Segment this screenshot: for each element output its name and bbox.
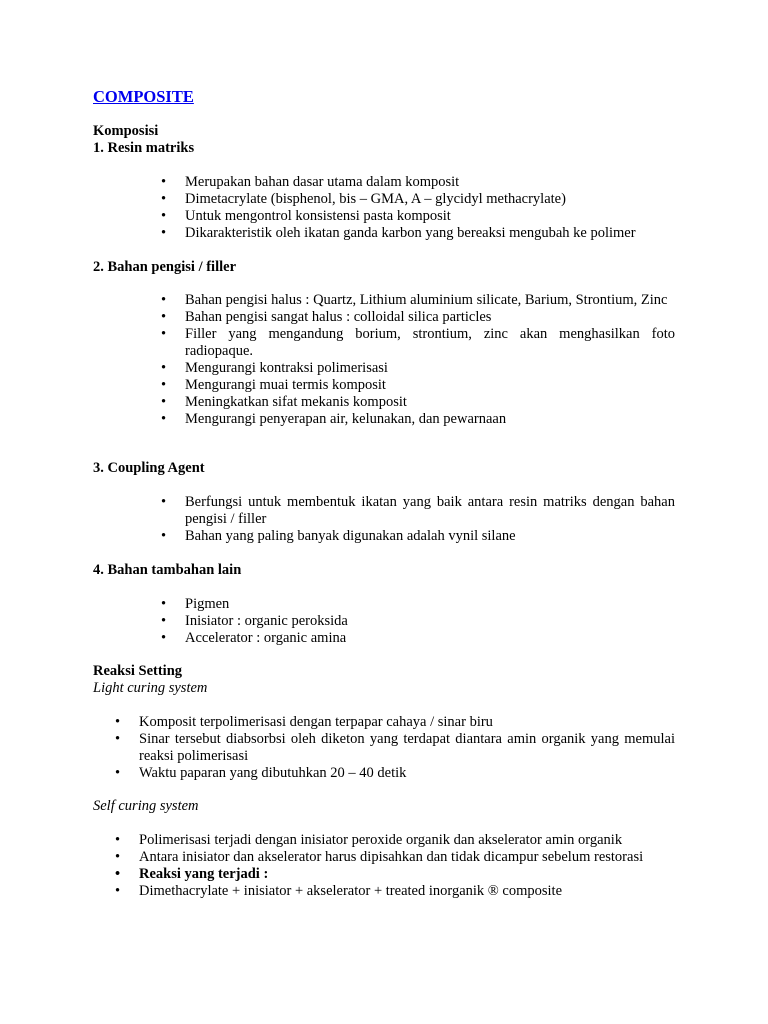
light-curing-subheading: Light curing system [93, 680, 208, 696]
list-item: • Antara inisiator dan akselerator harus dipisahkan dan tidak dicampur sebelum restorasi [139, 849, 675, 866]
bahan-tambahan-heading: 4. Bahan tambahan lain [93, 562, 242, 578]
list-item: • Merupakan bahan dasar utama dalam komposit [185, 174, 675, 191]
list-item: • Accelerator : organic amina [185, 630, 675, 647]
list-item: • Dimetacrylate (bisphenol, bis – GMA, A – glycidyl methacrylate) [185, 191, 675, 208]
self-curing-list [139, 832, 675, 900]
filler-heading: 2. Bahan pengisi / filler [93, 259, 237, 275]
list-item: • Filler yang mengandung borium, strontium, zinc akan menghasilkan foto radiopaque. [185, 326, 675, 360]
list-item: • Mengurangi penyerapan air, kelunakan, dan pewarnaan [185, 411, 675, 428]
bahan-tambahan-list [185, 596, 675, 647]
list-item: • Sinar tersebut diabsorbsi oleh diketon yang terdapat diantara amin organik yang memulai reaksi polimerisasi [139, 731, 675, 765]
coupling-agent-heading: 3. Coupling Agent [93, 460, 205, 476]
list-item: • Polimerisasi terjadi dengan inisiator peroxide organik dan akselerator amin organik [139, 832, 675, 849]
list-item: • Meningkatkan sifat mekanis komposit [185, 394, 675, 411]
list-item: • Mengurangi kontraksi polimerisasi [185, 360, 675, 377]
list-item: • Berfungsi untuk membentuk ikatan yang baik antara resin matriks dengan bahan pengisi / filler [185, 494, 675, 528]
list-item: • Untuk mengontrol konsistensi pasta komposit [185, 208, 675, 225]
list-item: • Reaksi yang terjadi : [139, 866, 675, 883]
coupling-agent-list [185, 494, 675, 545]
list-item: • Pigmen [185, 596, 675, 613]
list-item: • Bahan pengisi sangat halus : colloidal silica particles [185, 309, 675, 326]
resin-matriks-heading: 1. Resin matriks [93, 140, 195, 156]
resin-matriks-list [185, 174, 675, 242]
list-item: • Waktu paparan yang dibutuhkan 20 – 40 detik [139, 765, 675, 782]
list-item: • Inisiator : organic peroksida [185, 613, 675, 630]
list-item: • Dikarakteristik oleh ikatan ganda karbon yang bereaksi mengubah ke polimer [185, 225, 675, 242]
reaksi-setting-heading: Reaksi Setting [93, 663, 183, 679]
filler-list [185, 292, 675, 428]
list-item: • Komposit terpolimerisasi dengan terpapar cahaya / sinar biru [139, 714, 675, 731]
list-item: • Dimethacrylate + inisiator + akselerator + treated inorganik ® composite [139, 883, 675, 900]
document-title: COMPOSITE [93, 87, 194, 106]
light-curing-list [139, 714, 675, 782]
list-item: • Bahan yang paling banyak digunakan adalah vynil silane [185, 528, 675, 545]
list-item: • Bahan pengisi halus : Quartz, Lithium aluminium silicate, Barium, Strontium, Zinc [185, 292, 675, 309]
self-curing-subheading: Self curing system [93, 798, 199, 814]
komposisi-heading: Komposisi [93, 123, 159, 139]
list-item: • Mengurangi muai termis komposit [185, 377, 675, 394]
